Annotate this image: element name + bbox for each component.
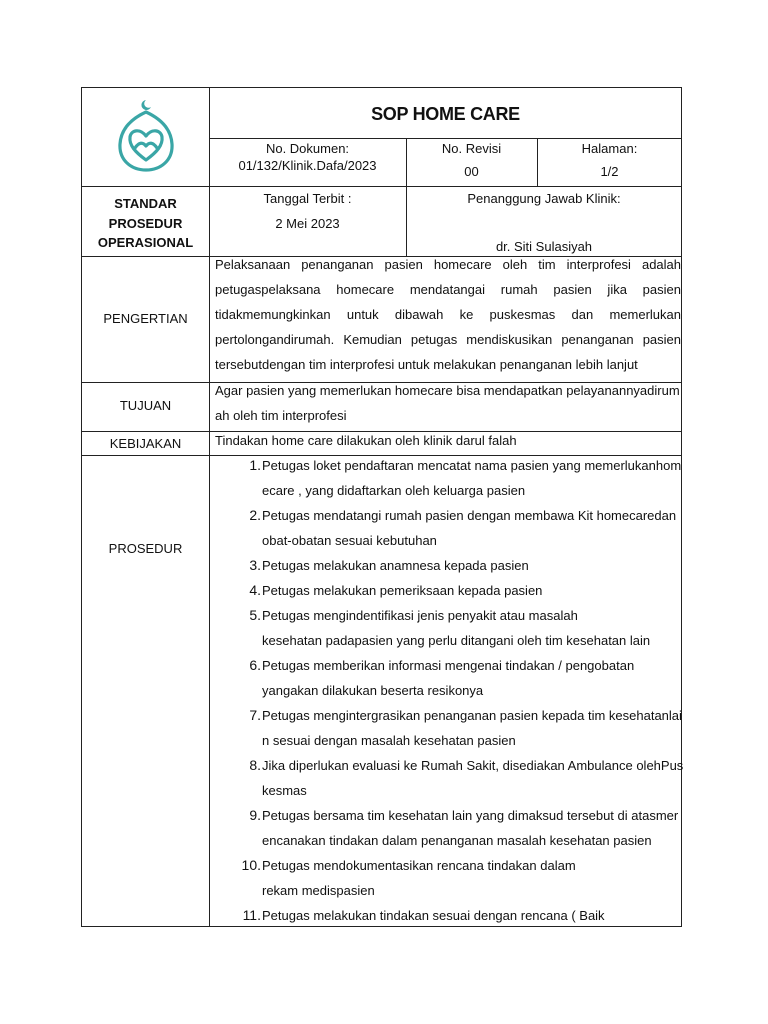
list-item — [215, 603, 681, 653]
item-text: Jika diperlukan evaluasi ke Rumah Sakit, disediakan Ambulance olehPus — [262, 758, 684, 773]
sop-label-line: OPERASIONAL — [97, 235, 194, 250]
responsible-label: Penanggung Jawab Klinik: — [467, 191, 621, 206]
document-number-label: No. Dokumen: — [265, 141, 350, 156]
pengertian-label: PENGERTIAN — [103, 311, 188, 326]
tujuan-text — [215, 378, 681, 428]
item-text: Petugas mendokumentasikan rencana tindakan dalam — [262, 858, 576, 873]
item-text-cont: yangakan dilakukan beserta resikonya — [262, 683, 484, 698]
revision-label: No. Revisi — [441, 141, 502, 156]
kebijakan-text — [215, 428, 681, 453]
item-text: Petugas mengindentifikasi jenis penyakit atau masalah — [262, 608, 578, 623]
issue-date-value: 2 Mei 2023 — [275, 216, 340, 231]
page-cell — [537, 140, 682, 180]
item-number: 9. — [249, 807, 261, 823]
sop-label — [82, 194, 209, 253]
item-text: Petugas memberikan informasi mengenai tindakan / pengobatan — [262, 658, 635, 673]
revision-cell — [406, 140, 537, 180]
item-text-cont: ecare , yang didaftarkan oleh keluarga pasien — [262, 483, 526, 498]
item-number: 10. — [241, 857, 261, 873]
item-text-cont: n sesuai dengan masalah kesehatan pasien — [262, 733, 516, 748]
prosedur-list — [215, 453, 684, 928]
item-text: Petugas bersama tim kesehatan lain yang dimaksud tersebut di atasmer — [262, 808, 679, 823]
item-number: 11. — [242, 907, 261, 923]
issue-date-cell — [209, 190, 406, 232]
item-number: 2. — [249, 507, 261, 523]
list-item — [215, 453, 681, 503]
pengertian-line: pertolongandirumah. Kemudian petugas mendiskusikan penanganan pasien — [215, 332, 681, 347]
item-text-cont: encanakan tindakan dalam penanganan masalah kesehatan pasien — [262, 833, 652, 848]
pengertian-text — [215, 252, 681, 377]
sop-label-line: STANDAR — [114, 196, 177, 211]
kebijakan-line: Tindakan home care dilakukan oleh klinik darul falah — [215, 433, 517, 448]
item-number: 3. — [249, 557, 261, 573]
kebijakan-label: KEBIJAKAN — [109, 436, 182, 451]
document-title: SOP HOME CARE — [371, 104, 520, 124]
list-item — [215, 753, 684, 803]
item-number: 7. — [249, 707, 261, 723]
prosedur-label: PROSEDUR — [108, 541, 183, 556]
list-item — [215, 703, 681, 753]
item-text-cont: kesehatan padapasien yang perlu ditangani oleh tim kesehatan lain — [262, 633, 651, 648]
list-item — [215, 803, 681, 853]
pengertian-line: tersebutdengan tim interprofesi untuk melakukan penanganan lebih lanjut — [215, 357, 638, 372]
item-number: 6. — [249, 657, 261, 673]
list-item — [215, 903, 681, 928]
item-text: Petugas mendatangi rumah pasien dengan membawa Kit homecaredan — [262, 508, 677, 523]
pengertian-line: Pelaksanaan penanganan pasien homecare oleh tim interprofesi adalah — [215, 257, 681, 272]
item-number: 4. — [249, 582, 261, 598]
issue-date-label: Tanggal Terbit : — [263, 191, 352, 206]
tujuan-label: TUJUAN — [119, 398, 172, 413]
document-number-cell — [209, 140, 406, 174]
page-value: 1/2 — [600, 164, 619, 179]
document-number-value: 01/132/Klinik.Dafa/2023 — [238, 158, 377, 173]
list-item — [215, 653, 681, 703]
item-text-cont: kesmas — [262, 783, 307, 798]
pengertian-line: tidakmemungkinkan untuk dibawah ke puskesmas dan memerlukan — [215, 307, 681, 322]
list-item — [215, 503, 681, 553]
item-text: Petugas loket pendaftaran mencatat nama pasien yang memerlukanhom — [262, 458, 682, 473]
list-item — [215, 553, 681, 578]
page-label: Halaman: — [581, 141, 638, 156]
item-text: Petugas melakukan anamnesa kepada pasien — [262, 558, 529, 573]
sop-label-line: PROSEDUR — [108, 215, 183, 231]
item-text-cont: rekam medispasien — [262, 883, 375, 898]
item-text: Petugas mengintergrasikan penanganan pasien kepada tim kesehatanlai — [262, 708, 682, 723]
item-number: 5. — [249, 607, 261, 623]
responsible-cell — [406, 190, 682, 256]
revision-value: 00 — [464, 164, 479, 179]
item-text-cont: obat-obatan sesuai kebutuhan — [262, 533, 437, 548]
pengertian-line: petugaspelaksana homecare mendatangai rumah pasien jika pasien — [215, 282, 681, 297]
list-item — [215, 578, 681, 603]
divider-title — [209, 138, 682, 139]
divider-header-row1 — [81, 186, 682, 187]
item-text: Petugas melakukan pemeriksaan kepada pasien — [262, 583, 543, 598]
tujuan-line: ah oleh tim interprofesi — [215, 408, 347, 423]
item-text: Petugas melakukan tindakan sesuai dengan rencana ( Baik — [262, 908, 605, 923]
list-item — [215, 853, 681, 903]
responsible-name: dr. Siti Sulasiyah — [495, 239, 593, 254]
item-number: 8. — [249, 757, 261, 773]
item-number: 1. — [249, 457, 261, 473]
clinic-logo-icon — [113, 98, 179, 174]
tujuan-line: Agar pasien yang memerlukan homecare bisa mendapatkan pelayanannyadirum — [215, 383, 680, 398]
